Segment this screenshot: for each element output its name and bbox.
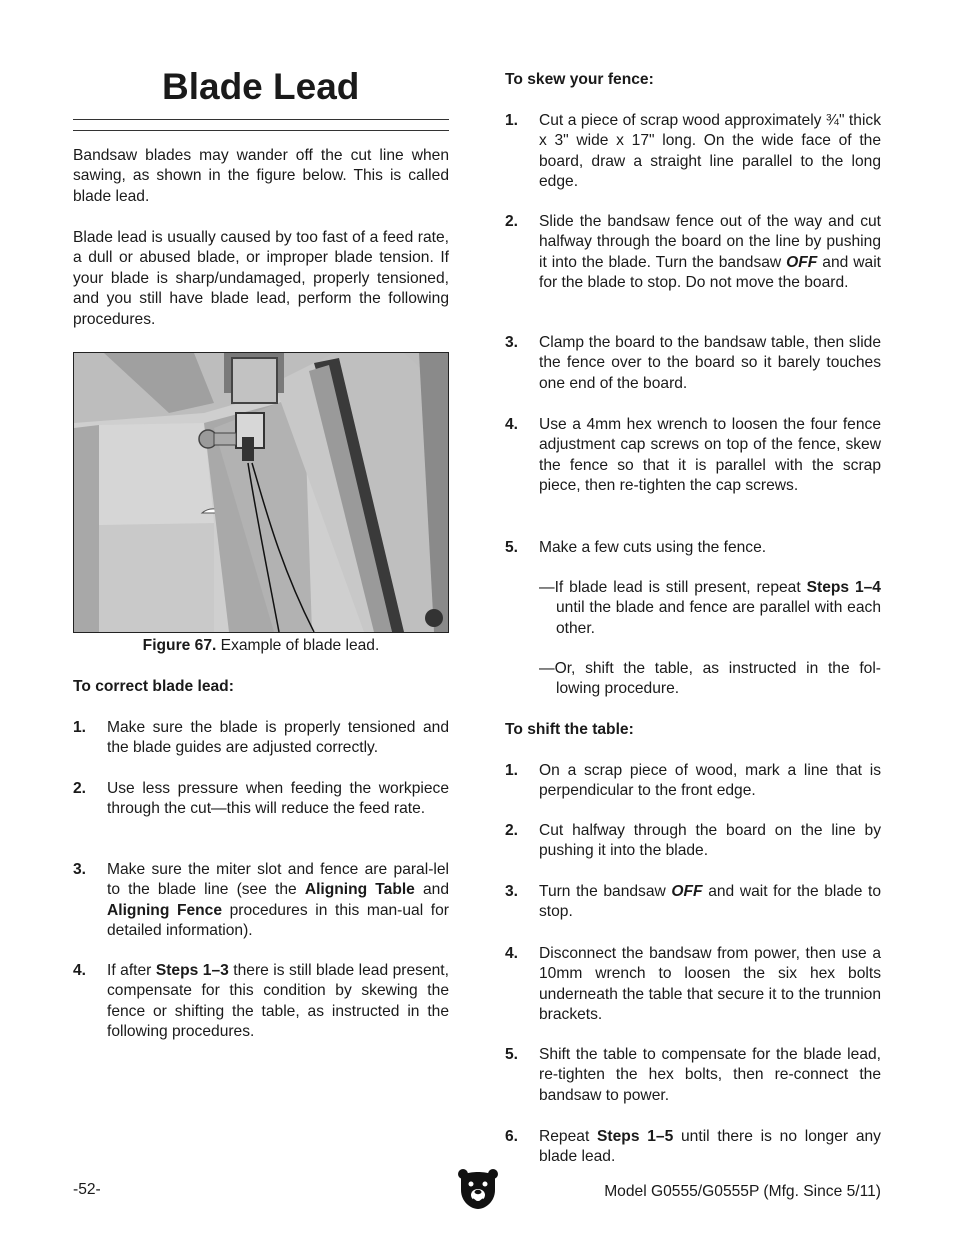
step-number: 4. [505,945,519,962]
shift-table-heading: To shift the table: [505,721,634,738]
step-text: Cut halfway through the board on the line by pushing it into the blade. [539,822,881,860]
skew-step-4 [505,415,881,497]
step-text [107,860,449,942]
step-text: Shift the table to compensate for the blade lead, re-tighten the hex bolts, then re-connect the bandsaw to power. [539,1046,881,1104]
figure-label: Figure 67. [142,637,217,654]
step-text: Cut a piece of scrap wood approximately ¾" thick x 3" wide x 17" long. On the wide face of the board, draw a straight line parallel to the long edge. [539,112,881,191]
step-text-part: and wait for the blade to stop. Do not move the board. [539,253,881,292]
shift-step-3 [505,882,881,923]
shift-step-2 [505,821,881,862]
steps-ref: Steps 1–3 [155,962,229,979]
skew-step-5 [505,538,881,558]
shift-step-5 [505,1045,881,1106]
step-text-part: and wait for the blade to stop. [539,883,881,921]
step-text: Clamp the board to the bandsaw table, then slide the fence over to the board so it barely touches one end of the board. [539,334,881,392]
step-text-part: there is still blade lead present, compensate for this condition by skewing the fence or shifting the table, as instructed in the following procedures. [107,962,449,1041]
step-number: 2. [505,213,519,230]
correct-step-1 [73,718,449,759]
bandsaw-photo-illustration [74,353,448,632]
substep-text-part: until the blade and fence are parallel with each other. [556,599,881,637]
step-number: 1. [73,719,87,736]
step-number: 3. [505,883,519,900]
off-emphasis: OFF [786,253,818,271]
skew-step-2 [505,212,881,294]
step-text-part: until there is no longer any blade lead. [539,1128,881,1166]
off-emphasis: OFF [671,883,703,900]
substep-text-part: —If blade lead is still present, repeat [539,579,807,596]
step-text: Make a few cuts using the fence. [539,539,767,556]
figure-caption [73,636,449,656]
model-info: Model G0555/G0555P (Mfg. Since 5/11) [604,1183,881,1200]
aligning-table-ref: Aligning Table [304,881,415,899]
title-rule-bottom [73,130,449,131]
step-text [539,1127,881,1168]
correct-blade-lead-heading: To correct blade lead: [73,678,234,695]
step-number: 2. [505,822,519,839]
step-text-part: Slide the bandsaw fence out of the way and cut halfway through the board on the line by pushing it into the blade. Turn the bandsaw [539,213,881,271]
skew-fence-heading: To skew your fence: [505,71,654,88]
step-text: On a scrap piece of wood, mark a line that is perpendicular to the front edge. [539,762,881,800]
step-number: 6. [505,1128,519,1145]
step-text-part: Repeat [539,1128,598,1145]
step-number: 4. [505,416,519,433]
correct-step-4 [73,961,449,1043]
title-rule-top [73,119,449,120]
step-text [539,882,881,923]
skew-step-3 [505,333,881,394]
step-text: Disconnect the bandsaw from power, then use a 10mm wrench to loosen the six hex bolts underneath the table that secure it to the trunnion brackets. [539,945,881,1024]
substep-text: —Or, shift the table, as instructed in the fol-lowing procedure. [539,660,881,698]
step-number: 1. [505,112,519,129]
steps-ref: Steps 1–5 [597,1128,674,1145]
intro-paragraph: Bandsaw blades may wander off the cut line when sawing, as shown in the figure below. This is called blade lead. [73,147,449,205]
step-text-part: and [414,881,449,899]
step-number: 3. [505,334,519,351]
skew-step-1 [505,111,881,193]
step-text-part: Make sure the miter slot and fence are paral-lel to the blade line (see the [107,861,449,899]
step-number: 3. [73,861,87,878]
correct-step-3 [73,860,449,942]
step-text [539,212,881,294]
step-text-part: If after [107,962,156,979]
correct-step-2 [73,779,449,820]
step-text-part: procedures in this man-ual for detailed information). [107,901,449,940]
figure-caption-text: Example of blade lead. [216,637,380,654]
step-number: 5. [505,539,519,556]
cause-paragraph: Blade lead is usually caused by too fast of a feed rate, a dull or abused blade, or improper blade tension. If your blade is sharp/undamaged, properly tensioned, and you still have blade lead, perform the following procedures. [73,229,449,328]
step-text-part: Turn the bandsaw [539,883,672,900]
page-number: -52- [73,1181,101,1198]
step-number: 2. [73,780,87,797]
step-text [107,961,449,1043]
page-title: Blade Lead [162,66,360,107]
shift-step-6 [505,1127,881,1168]
skew-substep-repeat [539,578,881,639]
shift-step-4 [505,944,881,1026]
grizzly-bear-logo-icon [457,1166,499,1210]
step-number: 5. [505,1046,519,1063]
step-text: Use a 4mm hex wrench to loosen the four fence adjustment cap screws on top of the fence, skew the fence so that it is parallel with the scrap piece, then re-tighten the cap screws. [539,416,881,495]
steps-ref: Steps 1–4 [806,579,881,596]
aligning-fence-ref: Aligning Fence [107,901,223,919]
step-text: Make sure the blade is properly tensioned and the blade guides are adjusted correctly. [107,719,449,757]
step-number: 4. [73,962,87,979]
substep-text [539,578,881,639]
step-number: 1. [505,762,519,779]
step-text: Use less pressure when feeding the workpiece through the cut—this will reduce the feed rate. [107,780,449,818]
shift-step-1 [505,761,881,802]
skew-substep-shift [539,659,881,700]
blade-lead-photo [73,352,449,633]
